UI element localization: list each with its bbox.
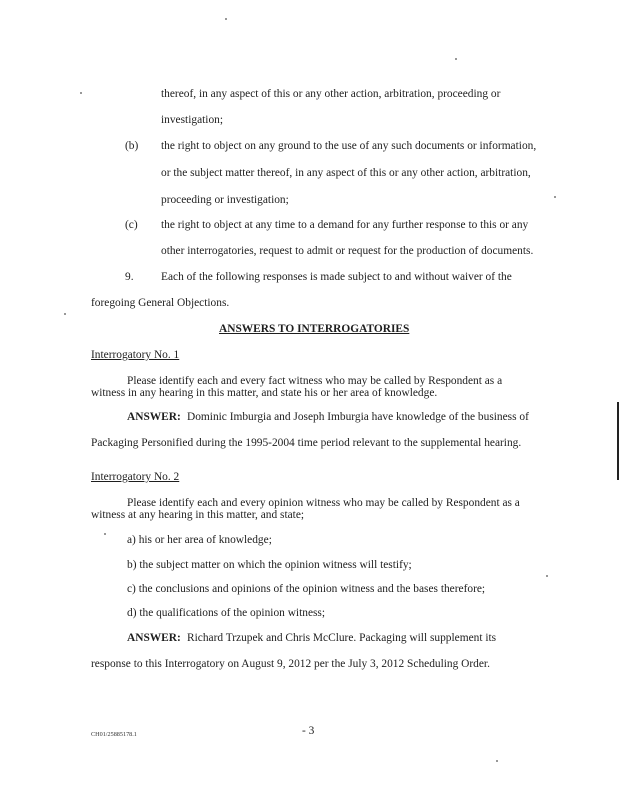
scan-speck [104,533,106,535]
interrogatory-2-question-line-1: Please identify each and every opinion witness who may be called by Respondent as a [127,497,520,509]
paragraph-9-line-2: foregoing General Objections. [91,297,230,309]
interrogatory-2-subitem-a: a) his or her area of knowledge; [127,534,272,546]
footer-doc-id: CH01/25885178.1 [91,731,137,738]
interrogatory-2-answer-line-1: Richard Trzupek and Chris McClure. Packaging will supplement its [187,632,497,644]
scan-edge-mark [617,402,619,480]
scan-speck [64,313,66,315]
scan-speck [80,92,82,94]
item-c-line-2: other interrogatories, request to admit or request for the production of documents. [161,245,534,257]
interrogatory-2-heading: Interrogatory No. 2 [91,471,180,483]
list-continuation-line-1: thereof, in any aspect of this or any other action, arbitration, proceeding or [161,88,501,100]
interrogatory-2-question-line-2: witness at any hearing in this matter, and state; [91,509,305,521]
interrogatory-2-answer-line-2: response to this Interrogatory on August 9, 2012 per the July 3, 2012 Scheduling Order. [91,658,490,670]
interrogatory-1-question-line-2: witness in any hearing in this matter, and state his or her area of knowledge. [91,387,438,399]
interrogatory-2-subitem-d: d) the qualifications of the opinion witness; [127,607,326,619]
interrogatory-2-answer-label: ANSWER: [127,632,181,644]
footer-page-number: - 3 [302,725,315,737]
interrogatory-1-answer-label: ANSWER: [127,411,181,423]
item-b-label: (b) [125,140,139,152]
paragraph-9-line-1: Each of the following responses is made subject to and without waiver of the [161,271,512,283]
scan-speck [225,18,227,20]
interrogatory-2-subitem-b: b) the subject matter on which the opinion witness will testify; [127,559,412,571]
item-c-label: (c) [125,219,138,231]
interrogatory-1-answer-line-2: Packaging Personified during the 1995-2004 time period relevant to the supplemental hearing. [91,437,522,449]
item-b-line-3: proceeding or investigation; [161,194,289,206]
interrogatory-1-question-line-1: Please identify each and every fact witness who may be called by Respondent as a [127,375,503,387]
scan-speck [546,575,548,577]
item-b-line-1: the right to object on any ground to the use of any such documents or information, [161,140,537,152]
item-b-line-2: or the subject matter thereof, in any aspect of this or any other action, arbitration, [161,167,531,179]
item-c-line-1: the right to object at any time to a demand for any further response to this or any [161,219,529,231]
scan-speck [455,58,457,60]
scan-speck [554,196,556,198]
interrogatory-1-heading: Interrogatory No. 1 [91,349,180,361]
interrogatory-2-subitem-c: c) the conclusions and opinions of the opinion witness and the bases therefore; [127,583,486,595]
list-continuation-line-2: investigation; [161,114,224,126]
scan-speck [496,760,498,762]
section-heading: ANSWERS TO INTERROGATORIES [219,323,410,335]
interrogatory-1-answer-line-1: Dominic Imburgia and Joseph Imburgia have knowledge of the business of [187,411,529,423]
paragraph-9-number: 9. [125,271,134,283]
